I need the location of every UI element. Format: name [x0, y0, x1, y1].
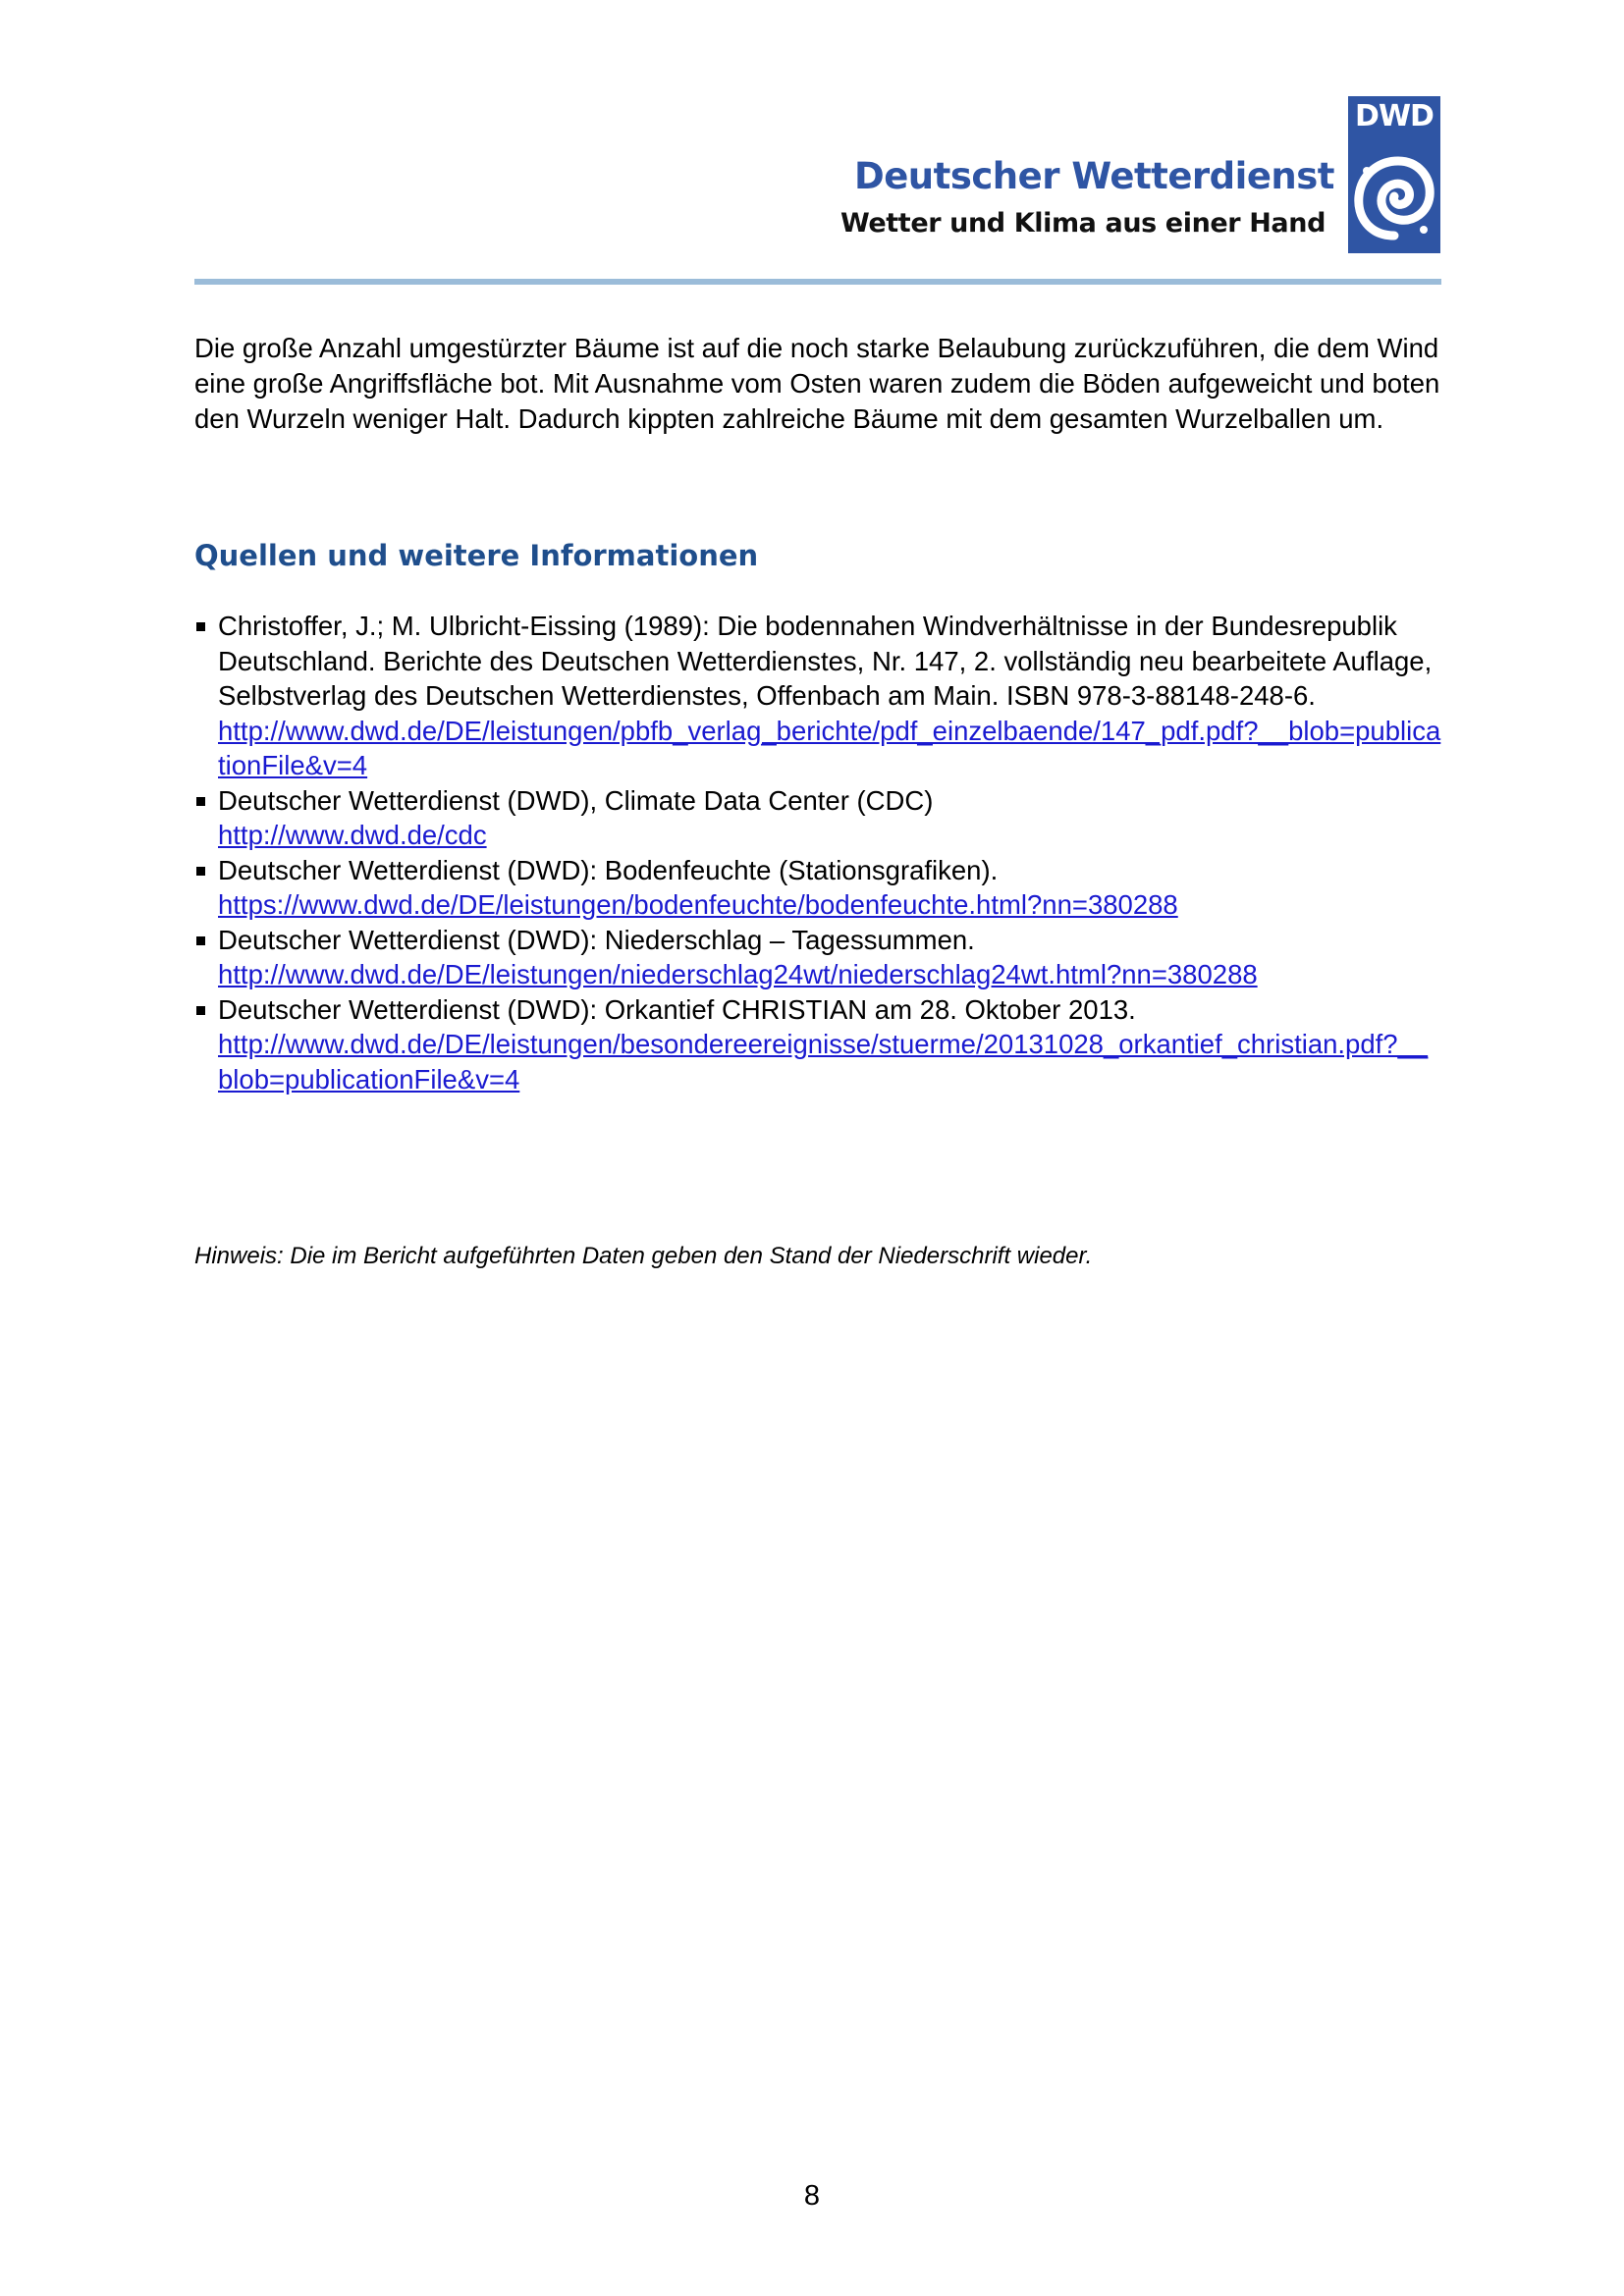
dwd-logo	[1348, 96, 1440, 253]
bullet-icon	[196, 797, 205, 806]
source-text: Deutscher Wetterdienst (DWD), Climate Data Center (CDC)	[218, 784, 934, 816]
source-text: Deutscher Wetterdienst (DWD): Niederschlag – Tagessummen.	[218, 924, 975, 955]
source-text: Deutscher Wetterdienst (DWD): Bodenfeuchte (Stationsgrafiken).	[218, 854, 999, 885]
header-divider	[194, 279, 1441, 285]
source-item	[194, 923, 1441, 992]
source-link[interactable]: http://www.dwd.de/cdc	[218, 820, 487, 850]
source-text: Deutscher Wetterdienst (DWD): Orkantief CHRISTIAN am 28. Oktober 2013.	[218, 993, 1136, 1025]
source-link[interactable]: http://www.dwd.de/DE/leistungen/niederschlag24wt/niederschlag24wt.html?nn=380288	[218, 959, 1258, 989]
org-name: Deutscher Wetterdienst	[854, 155, 1334, 197]
page-number: 8	[803, 2180, 821, 2212]
source-item	[194, 853, 1441, 923]
bullet-icon	[196, 867, 205, 876]
bullet-icon	[196, 622, 205, 631]
sources-heading: Quellen und weitere Informationen	[194, 539, 759, 572]
bullet-icon	[196, 1006, 205, 1015]
tagline: Wetter und Klima aus einer Hand	[839, 208, 1326, 239]
bullet-icon	[196, 936, 205, 945]
source-item	[194, 992, 1441, 1097]
note: Hinweis: Die im Bericht aufgeführten Daten geben den Stand der Niederschrift wieder.	[194, 1243, 1093, 1269]
source-link[interactable]: http://www.dwd.de/DE/leistungen/besondereereignisse/stuerme/20131028_orkantief_christian.pdf?__blob=publicationFile&v=4	[218, 1029, 1429, 1095]
source-item	[194, 609, 1441, 783]
source-link[interactable]: http://www.dwd.de/DE/leistungen/pbfb_verlag_berichte/pdf_einzelbaende/147_pdf.pdf?__blob=publicationFile&v=4	[218, 715, 1441, 780]
body-paragraph: Die große Anzahl umgestürzter Bäume ist auf die noch starke Belaubung zurückzuführen, die dem Wind eine große Angriffsfläche bot. Mit Ausnahme vom Osten waren zudem die Böden aufgeweicht und boten den Wurzeln weniger Halt. Dadurch kippten zahlreiche Bäume mit dem gesamten Wurzelballen um.	[194, 333, 1440, 434]
swirl-icon	[1353, 151, 1435, 245]
sources-list	[194, 609, 1441, 1096]
source-link[interactable]: https://www.dwd.de/DE/leistungen/bodenfeuchte/bodenfeuchte.html?nn=380288	[218, 889, 1178, 920]
source-text: Christoffer, J.; M. Ulbricht-Eissing (1989): Die bodennahen Windverhältnisse in der Bundesrepublik Deutschland. Berichte des Deutschen Wetterdienstes, Nr. 147, 2. vollständig neu bearbeitete Auflage, Selbstverlag des Deutschen Wetterdienstes, Offenbach am Main. ISBN 978-3-88148-248-6.	[218, 611, 1433, 711]
source-item	[194, 783, 1441, 853]
logo-text: DWD	[1355, 99, 1434, 133]
